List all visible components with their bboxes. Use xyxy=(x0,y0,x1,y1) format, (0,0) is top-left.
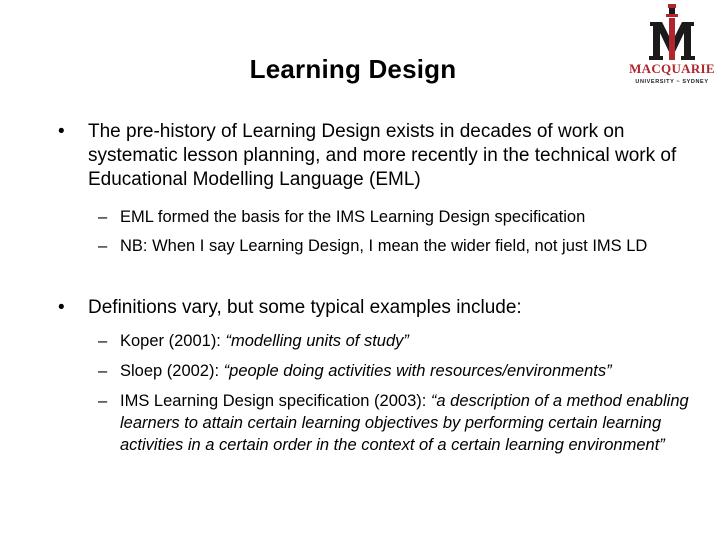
dash-marker: – xyxy=(98,392,108,410)
bullet-item xyxy=(58,296,708,320)
bullet-text: The pre-history of Learning Design exists in decades of work on systematic lesson planning, and more recently in the technical work of Educational Modelling Language (EML) xyxy=(88,121,677,190)
sub-bullet-item xyxy=(58,360,708,382)
sub-bullet-item xyxy=(58,206,708,228)
bullet-text: Definitions vary, but some typical examples include: xyxy=(88,297,522,318)
dash-marker: – xyxy=(98,332,108,350)
slide-title: Learning Design xyxy=(249,54,457,84)
macquarie-crest-icon xyxy=(626,2,718,62)
citation-quote: “people doing activities with resources/environments” xyxy=(223,362,612,380)
sub-bullet-item xyxy=(58,235,708,257)
sub-bullet-text: NB: When I say Learning Design, I mean the wider field, not just IMS LD xyxy=(120,237,648,255)
citation-quote: “a description of a method enabling learners to attain certain learning objectives by performing certain learning activities in a certain order in the context of a certain learning environment” xyxy=(120,392,689,454)
dash-marker: – xyxy=(98,237,108,255)
bullet-marker: • xyxy=(58,121,65,142)
sub-bullet-text: EML formed the basis for the IMS Learning Design specification xyxy=(120,208,586,226)
citation-prefix: Koper (2001): xyxy=(120,332,226,350)
dash-marker: – xyxy=(98,208,108,226)
citation-quote: “modelling units of study” xyxy=(225,332,409,350)
macquarie-logo xyxy=(626,2,718,92)
bullet-marker: • xyxy=(58,297,65,318)
citation-prefix: Sloep (2002): xyxy=(120,362,224,380)
dash-marker: – xyxy=(98,362,108,380)
bullet-item xyxy=(58,120,708,192)
logo-subtitle: UNIVERSITY ~ SYDNEY xyxy=(635,79,709,85)
slide-body xyxy=(58,120,708,456)
citation-prefix: IMS Learning Design specification (2003): xyxy=(120,392,431,410)
sub-bullet-item xyxy=(58,390,690,456)
logo-wordmark: MACQUARIE xyxy=(629,61,715,76)
sub-bullet-item xyxy=(58,330,708,352)
